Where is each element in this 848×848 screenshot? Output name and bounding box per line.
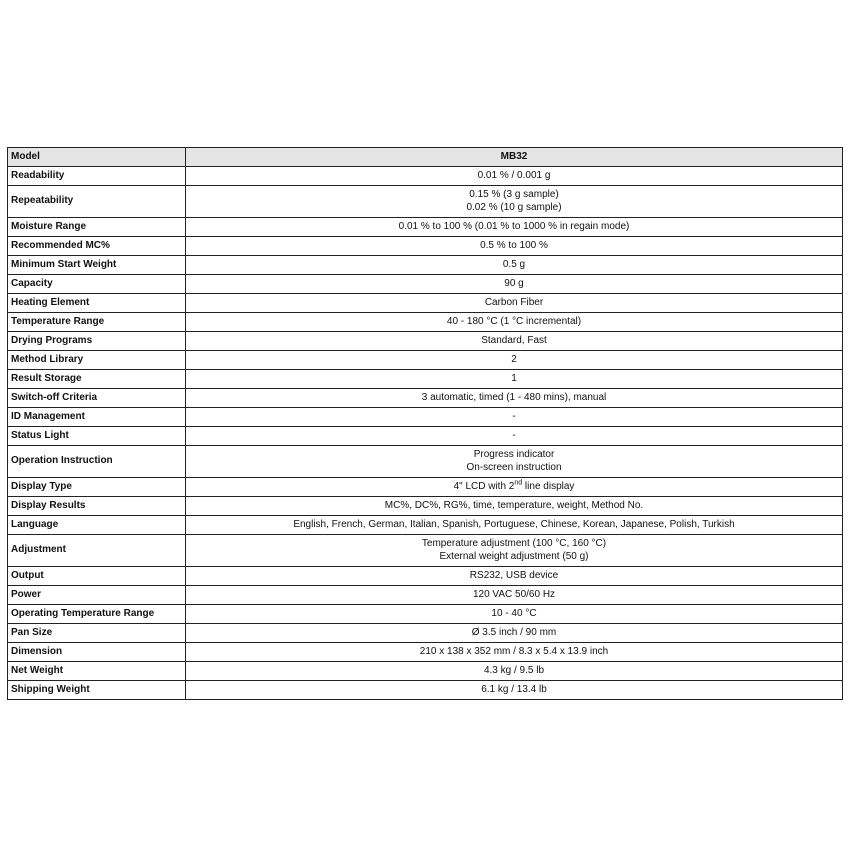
table-header-row: [8, 148, 843, 167]
row-value: [186, 567, 843, 586]
row-value: [186, 218, 843, 237]
row-label: Status Light: [8, 427, 186, 446]
value-line: Progress indicator: [473, 449, 555, 460]
table-row: [8, 256, 843, 275]
row-value: [186, 535, 843, 567]
row-value: [186, 516, 843, 535]
value-line: 10 - 40 °C: [491, 607, 537, 619]
spec-table: [7, 147, 843, 700]
value-line: 40 - 180 °C (1 °C incremental): [446, 315, 582, 327]
row-label: Language: [8, 516, 186, 535]
row-label: Heating Element: [8, 294, 186, 313]
row-label: Recommended MC%: [8, 237, 186, 256]
table-row: [8, 586, 843, 605]
row-label: Shipping Weight: [8, 681, 186, 700]
row-label: Readability: [8, 167, 186, 186]
row-label: Pan Size: [8, 624, 186, 643]
row-label: Operation Instruction: [8, 446, 186, 478]
row-label: Capacity: [8, 275, 186, 294]
value-line: 0.5 g: [502, 258, 526, 270]
table-row: [8, 237, 843, 256]
row-value: [186, 351, 843, 370]
table-row: [8, 313, 843, 332]
table-row: [8, 446, 843, 478]
value-line: 2: [511, 353, 517, 365]
table-row: [8, 681, 843, 700]
table-row: [8, 167, 843, 186]
value-text: 4" LCD with 2: [453, 480, 515, 492]
table-row: [8, 605, 843, 624]
row-value: [186, 313, 843, 332]
row-value: [186, 497, 843, 516]
row-value: [186, 408, 843, 427]
value-line: Carbon Fiber: [484, 296, 544, 308]
value-line: 120 VAC 50/60 Hz: [472, 588, 556, 600]
value-superscript: nd: [514, 479, 523, 487]
row-value: [186, 478, 843, 497]
value-line: -: [512, 429, 516, 441]
row-label: Operating Temperature Range: [8, 605, 186, 624]
value-line: -: [512, 410, 516, 422]
row-label: Minimum Start Weight: [8, 256, 186, 275]
value-line: English, French, German, Italian, Spanish, Portuguese, Chinese, Korean, Japanese, Polish, Turkish: [293, 518, 735, 530]
table-row: [8, 478, 843, 497]
row-label: Output: [8, 567, 186, 586]
row-value: [186, 167, 843, 186]
row-value: [186, 624, 843, 643]
value-line: 3 automatic, timed (1 - 480 mins), manual: [421, 391, 607, 403]
row-label: Dimension: [8, 643, 186, 662]
table-row: [8, 408, 843, 427]
value-line: 90 g: [504, 277, 524, 289]
value-line: Standard, Fast: [481, 334, 547, 346]
table-row: [8, 662, 843, 681]
table-row: [8, 624, 843, 643]
row-label: Temperature Range: [8, 313, 186, 332]
table-row: [8, 186, 843, 218]
row-label: Display Type: [8, 478, 186, 497]
row-value: [186, 427, 843, 446]
row-label: Moisture Range: [8, 218, 186, 237]
row-label: Method Library: [8, 351, 186, 370]
value-text: line display: [522, 480, 575, 492]
table-row: [8, 497, 843, 516]
row-label: Result Storage: [8, 370, 186, 389]
header-label-cell: Model: [8, 148, 186, 167]
row-label: Net Weight: [8, 662, 186, 681]
value-line: Ø 3.5 inch / 90 mm: [471, 626, 557, 638]
row-value: [186, 662, 843, 681]
row-label: ID Management: [8, 408, 186, 427]
value-line: 0.15 % (3 g sample): [469, 189, 559, 200]
value-line: 0.5 % to 100 %: [480, 239, 548, 251]
table-row: [8, 535, 843, 567]
value-line: External weight adjustment (50 g): [439, 550, 589, 562]
row-value: [186, 643, 843, 662]
value-line: 210 x 138 x 352 mm / 8.3 x 5.4 x 13.9 inch: [419, 645, 609, 657]
value-line: Temperature adjustment (100 °C, 160 °C): [421, 538, 607, 549]
table-row: [8, 332, 843, 351]
table-row: [8, 516, 843, 535]
row-value: [186, 605, 843, 624]
value-line: MC%, DC%, RG%, time, temperature, weight, Method No.: [384, 499, 644, 511]
row-label: Power: [8, 586, 186, 605]
value-line: 0.01 % / 0.001 g: [477, 169, 551, 181]
row-value: [186, 389, 843, 408]
row-value: [186, 586, 843, 605]
table-row: [8, 370, 843, 389]
value-line: 6.1 kg / 13.4 lb: [481, 683, 547, 695]
row-label: Switch-off Criteria: [8, 389, 186, 408]
table-row: [8, 275, 843, 294]
value-line: 1: [511, 372, 517, 384]
header-value-cell: MB32: [186, 148, 843, 167]
spec-table-body: [8, 148, 843, 700]
table-row: [8, 294, 843, 313]
row-value: [186, 256, 843, 275]
table-row: [8, 567, 843, 586]
row-value: [186, 446, 843, 478]
row-value: [186, 275, 843, 294]
table-row: [8, 351, 843, 370]
value-line: 0.01 % to 100 % (0.01 % to 1000 % in regain mode): [398, 220, 630, 232]
row-label: Repeatability: [8, 186, 186, 218]
row-label: Display Results: [8, 497, 186, 516]
value-line: RS232, USB device: [469, 569, 559, 581]
table-row: [8, 643, 843, 662]
row-label: Adjustment: [8, 535, 186, 567]
table-row: [8, 427, 843, 446]
row-value: [186, 237, 843, 256]
value-line: On-screen instruction: [466, 461, 562, 473]
row-value: [186, 681, 843, 700]
value-line: 4.3 kg / 9.5 lb: [483, 664, 545, 676]
value-line: 0.02 % (10 g sample): [466, 201, 562, 213]
row-label: Drying Programs: [8, 332, 186, 351]
table-row: [8, 218, 843, 237]
row-value: [186, 186, 843, 218]
row-value: [186, 332, 843, 351]
row-value: [186, 370, 843, 389]
row-value: [186, 294, 843, 313]
table-row: [8, 389, 843, 408]
